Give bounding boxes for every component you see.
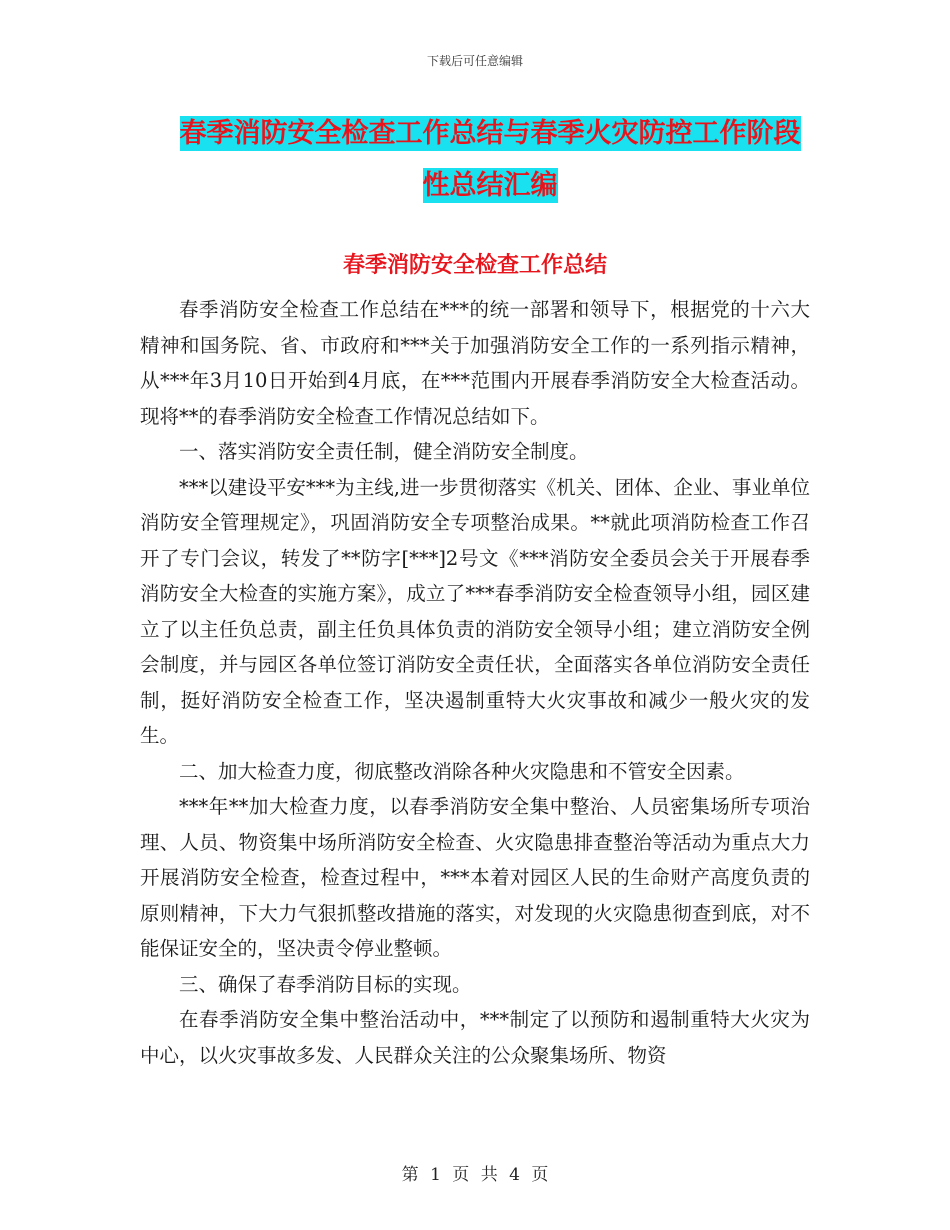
document-title-line-1: 春季消防安全检查工作总结与春季火灾防控工作阶段 [179, 118, 801, 149]
heading-three: 三、确保了春季消防目标的实现。 [179, 972, 472, 996]
section-title: 春季消防安全检查工作总结 [342, 253, 607, 278]
page-number-footer: 第 1 页 共 4 页 [401, 1165, 549, 1185]
paragraph-three: 在春季消防安全集中整治活动中，***制定了以预防和遏制重特大火灾为中心，以火灾事故多发、人民群众关注的公众聚集场所、物资 [140, 1008, 810, 1067]
heading-one: 一、落实消防安全责任制，健全消防安全制度。 [179, 440, 589, 463]
paragraph-two: ***年**加大检查力度，以春季消防安全集中整治、人员密集场所专项治理、人员、物资集中场所消防安全检查、火灾隐患排查整治等活动为重点大力开展消防安全检查，检查过程中，***本着对园区人民的生命财产高度负责的原则精神，下大力气狠抓整改措施的落实，对发现的火灾隐患彻查到底，对不能保证安全的，坚决责令停业整顿。 [140, 795, 810, 960]
header-note: 下载后可任意编辑 [426, 54, 523, 68]
document-title [140, 108, 840, 212]
document-title-line-2: 性总结汇编 [422, 170, 558, 201]
heading-two: 二、加大检查力度，彻底整改消除各种火灾隐患和不管安全因素。 [179, 759, 745, 783]
paragraph-intro: 春季消防安全检查工作总结在***的统一部署和领导下，根据党的十六大精神和国务院、省、市政府和***关于加强消防安全工作的一系列指示精神，从***年3月10日开始到4月底，在***范围内开展春季消防安全大检查活动。现将**的春季消防安全检查工作情况总结如下。 [140, 298, 810, 428]
paragraph-one: ***以建设平安***为主线,进一步贯彻落实《机关、团体、企业、事业单位消防安全管理规定》，巩固消防安全专项整治成果。**就此项消防检查工作召开了专门会议，转发了**防字[***]2号文《***消防安全委员会关于开展春季消防安全大检查的实施方案》，成立了***春季消防安全检查领导小组，园区建立了以主任负总责，副主任负具体负责的消防安全领导小组；建立消防安全例会制度，并与园区各单位签订消防安全责任状，全面落实各单位消防安全责任制，挺好消防安全检查工作，坚决遏制重特大火灾事故和减少一般火灾的发生。 [140, 475, 810, 747]
body-text [140, 292, 810, 1073]
